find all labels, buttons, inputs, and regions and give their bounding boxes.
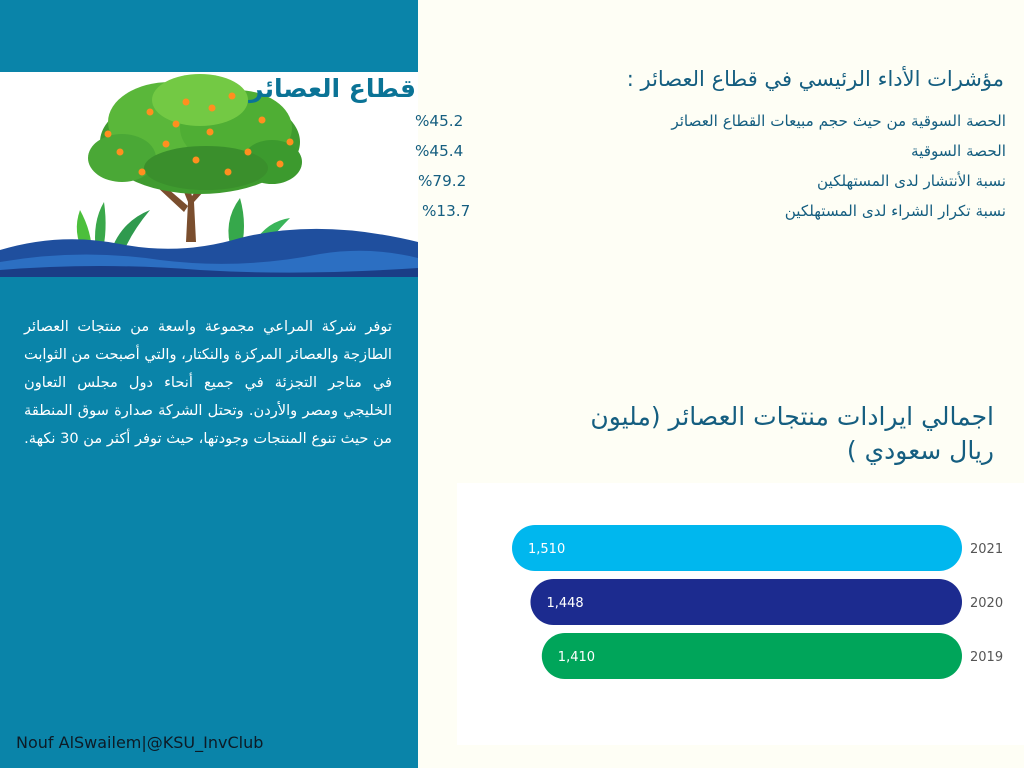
bar-value-label: 1,510 — [528, 542, 566, 557]
left-panel — [0, 0, 418, 768]
kpi-value: %13.7 — [422, 202, 471, 220]
bar-2019 — [542, 633, 962, 679]
kpi-row — [422, 202, 1006, 230]
kpi-title: مؤشرات الأداء الرئيسي في قطاع العصائر : — [626, 67, 1004, 91]
kpi-label: الحصة السوقية — [910, 142, 1006, 160]
kpi-value: %45.2 — [415, 112, 464, 130]
category-label: 2019 — [970, 650, 1004, 665]
bar-2020 — [530, 579, 962, 625]
category-label: 2021 — [970, 542, 1004, 557]
chart-title: اجمالي ايرادات منتجات العصائر (مليون ريال سعودي ) — [590, 402, 994, 465]
juice-sector-description: توفر شركة المراعي مجموعة واسعة من منتجات العصائر الطازجة والعصائر المركزة والنكتار، والتي أصبحت من الثوابت في متاجر التجزئة في جميع أنحاء دول مجلس التعاون الخليجي ومصر والأردن. وتحتل الشركة صدارة سوق المنطقة من حيث تنوع المنتجات وجودتها، حيث توفر أكثر من 30 نكهة. — [24, 318, 392, 447]
kpi-row — [415, 112, 1006, 140]
bar-2021 — [512, 525, 962, 571]
section-heading: قطاع العصائر — [249, 74, 416, 103]
footer-credit: Nouf AlSwailem|@KSU_InvClub — [16, 733, 264, 752]
category-label: 2020 — [970, 596, 1004, 611]
kpi-row — [418, 172, 1006, 200]
revenue-chart — [457, 483, 1024, 745]
kpi-value: %79.2 — [418, 172, 467, 190]
kpi-label: نسبة الأنتشار لدى المستهلكين — [817, 172, 1006, 190]
hero-illustration — [0, 72, 418, 277]
bar-value-label: 1,410 — [557, 650, 596, 665]
bar-value-label: 1,448 — [546, 596, 584, 611]
kpi-label: نسبة تكرار الشراء لدى المستهلكين — [784, 202, 1006, 220]
kpi-label: الحصة السوقية من حيث حجم مبيعات القطاع العصائر — [671, 112, 1006, 130]
kpi-value: %45.4 — [415, 142, 464, 160]
revenue-bar-chart — [457, 483, 1024, 745]
kpi-row — [415, 142, 1006, 170]
